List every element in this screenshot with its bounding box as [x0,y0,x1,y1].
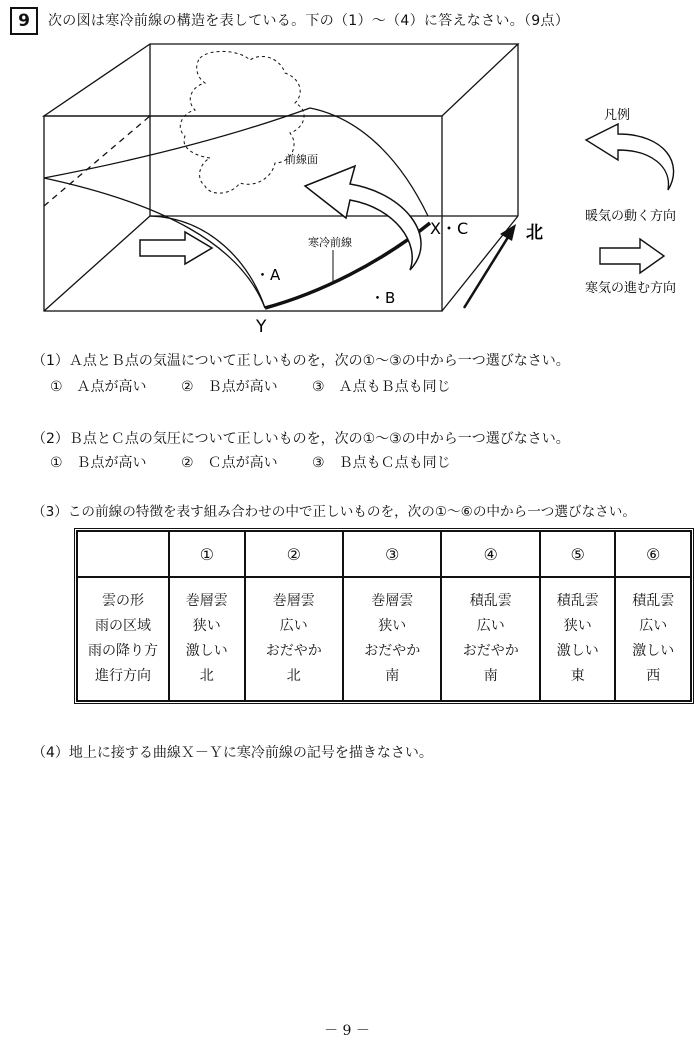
question-4: （4）地上に接する曲線Ｘ－Ｙに寒冷前線の記号を描きなさい。 [32,745,433,761]
option-6-cell [615,577,691,701]
cold-air-arrow-icon [140,232,212,264]
row-label: 雲の形 [102,593,144,609]
column-header: ④ [441,531,539,577]
question-2: （2）Ｂ点とＣ点の気圧について正しいものを，次の①～③の中から一つ選びなさい。 [32,431,570,447]
answer-table [74,528,694,704]
table-header-row [77,531,691,577]
point-y-label: Y [256,317,267,337]
table-body-row [77,577,691,701]
cell-value: 北 [199,668,214,684]
cell-value: おだやか [265,643,322,659]
row-label: 雨の降り方 [88,643,158,659]
option-1-cell [169,577,245,701]
question-intro: 次の図は寒冷前線の構造を表している。下の（1）～（4）に答えなさい。（9点） [48,13,570,29]
cell-value: 北 [286,668,301,684]
cell-value: 巻層雲 [272,593,315,609]
q2-option-3: ③ Ｂ点もＣ点も同じ [312,455,451,471]
legend-title: 凡例 [604,108,631,123]
cell-value: 狭い [563,618,592,634]
point-a-label: ・A [255,266,281,284]
question-number: 9 [10,7,38,35]
cell-value: 南 [385,668,400,684]
legend-warm-label: 暖気の動く方向 [585,209,677,224]
front-surface-label: 前線面 [285,153,318,166]
cell-value: 激しい [632,643,675,659]
cell-value: 狭い [192,618,221,634]
cell-value: 巻層雲 [185,593,228,609]
page-number: － 9 － [324,1023,370,1039]
cell-value: 西 [646,668,661,684]
table-corner-cell [77,531,169,577]
legend-warm-arrow-icon [586,124,674,190]
q1-option-3: ③ Ａ点もＢ点も同じ [312,379,451,395]
cell-value: 積乱雲 [632,593,675,609]
cell-value: 狭い [378,618,407,634]
row-label: 進行方向 [95,668,151,684]
row-label: 雨の区域 [95,618,151,634]
north-arrow-icon [500,224,516,241]
cell-value: 積乱雲 [556,593,599,609]
cell-value: 広い [476,618,505,634]
cell-value: 激しい [556,643,599,659]
q2-option-2: ② Ｃ点が高い [181,455,278,471]
legend-cold-label: 寒気の進む方向 [585,281,677,296]
cell-value: おだやか [462,643,519,659]
warm-air-arrow-icon [305,166,421,270]
cell-value: 南 [483,668,498,684]
option-2-cell [245,577,343,701]
legend-cold-arrow-icon [600,239,664,273]
question-3: （3）この前線の特徴を表す組み合わせの中で正しいものを，次の①～⑥の中から一つ選びなさい。 [32,504,636,520]
cell-value: おだやか [364,643,421,659]
column-header: ⑥ [615,531,691,577]
cold-front-label: 寒冷前線 [308,236,352,249]
cell-value: 東 [570,668,585,684]
question-1: （1）Ａ点とＢ点の気温について正しいものを，次の①～③の中から一つ選びなさい。 [32,353,570,369]
cell-value: 激しい [185,643,228,659]
cell-value: 巻層雲 [371,593,414,609]
point-xc-label: X・C [430,219,469,238]
row-labels-cell [77,577,169,701]
option-5-cell [540,577,616,701]
option-4-cell [441,577,539,701]
question-2-options [50,452,481,472]
q1-option-1: ① Ａ点が高い [50,379,147,395]
q1-option-2: ② Ｂ点が高い [181,379,278,395]
point-b-label: ・B [370,289,396,307]
question-1-options [50,376,481,396]
column-header: ⑤ [540,531,616,577]
column-header: ③ [343,531,441,577]
cell-value: 積乱雲 [469,593,512,609]
q2-option-1: ① Ｂ点が高い [50,455,147,471]
column-header: ① [169,531,245,577]
option-3-cell [343,577,441,701]
cloud-icon [180,51,304,193]
cold-front-diagram [0,38,694,338]
north-label: 北 [526,223,543,243]
cell-value: 広い [639,618,668,634]
cell-value: 広い [279,618,308,634]
column-header: ② [245,531,343,577]
